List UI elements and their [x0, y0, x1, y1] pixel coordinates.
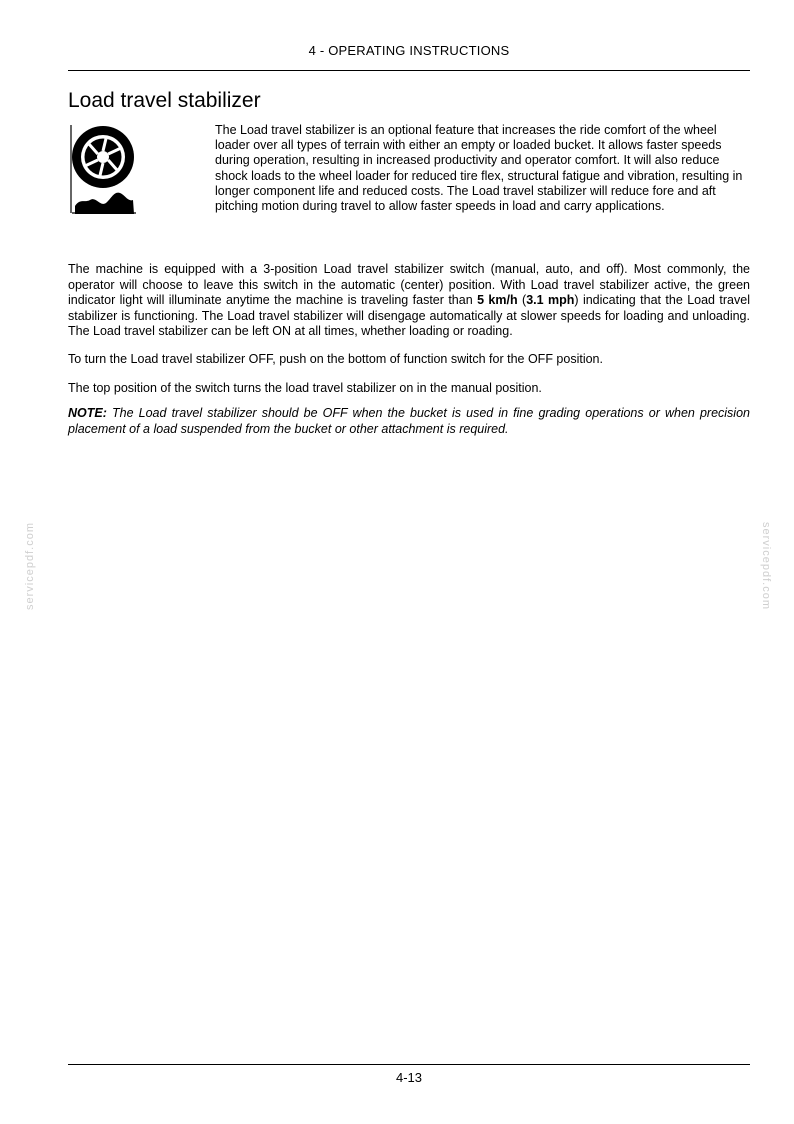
footer-divider — [68, 1064, 750, 1065]
speed-kmh-value: 5 km/h — [477, 293, 518, 308]
section-header: 4 - OPERATING INSTRUCTIONS — [308, 43, 510, 58]
header-divider — [68, 70, 750, 71]
page-number: 4-13 — [395, 1070, 423, 1085]
page-title: Load travel stabilizer — [68, 89, 261, 112]
intro-paragraph: The Load travel stabilizer is an optional feature that increases the ride comfort of the wheel loader over all types of terrain with either an empty or loaded bucket. It allows faster speeds during operation, resulting in increased productivity and operator comfort. It will also reduce shock loads to the wheel loader for reduced tire flex, structural fatigue and vibration, resulting in longer component life and reduced costs. The Load travel stabilizer will reduce fore and aft pitching motion during travel to allow faster speeds in load and carry applications. — [215, 123, 743, 214]
turn-off-paragraph: To turn the Load travel stabilizer OFF, push on the bottom of function switch for the OFF position. — [68, 352, 603, 366]
paragraph-text: ( — [517, 293, 527, 308]
switch-description-paragraph — [68, 262, 750, 340]
manual-position-paragraph: The top position of the switch turns the load travel stabilizer on in the manual position. — [68, 381, 542, 395]
speed-mph-value: 3.1 mph — [526, 293, 575, 308]
paragraph-text: ) indicating that the Load travel stabilizer is functioning. The Load travel stabilizer will disengage automatically at slower speeds for loading and unloading. The Load travel stabilizer can be left ON at all times, whether loading or roading. — [68, 293, 750, 339]
watermark-left: servicepdf.com — [24, 522, 36, 610]
note-block — [68, 406, 750, 437]
load-travel-stabilizer-symbol-icon — [70, 124, 138, 214]
paragraph-text: The machine is equipped with a 3-position Load travel stabilizer switch (manual, auto, and off). Most commonly, the operator will choose to leave this switch in the automatic (center) position. With Load travel stabilizer active, the green indicator light will illuminate anytime the machine is traveling faster than — [68, 262, 750, 308]
note-label: NOTE: — [68, 406, 107, 420]
watermark-right: servicepdf.com — [760, 522, 772, 610]
note-text: The Load travel stabilizer should be OFF when the bucket is used in fine grading operations or when precision placement of a load suspended from the bucket or other attachment is required. — [68, 406, 750, 436]
